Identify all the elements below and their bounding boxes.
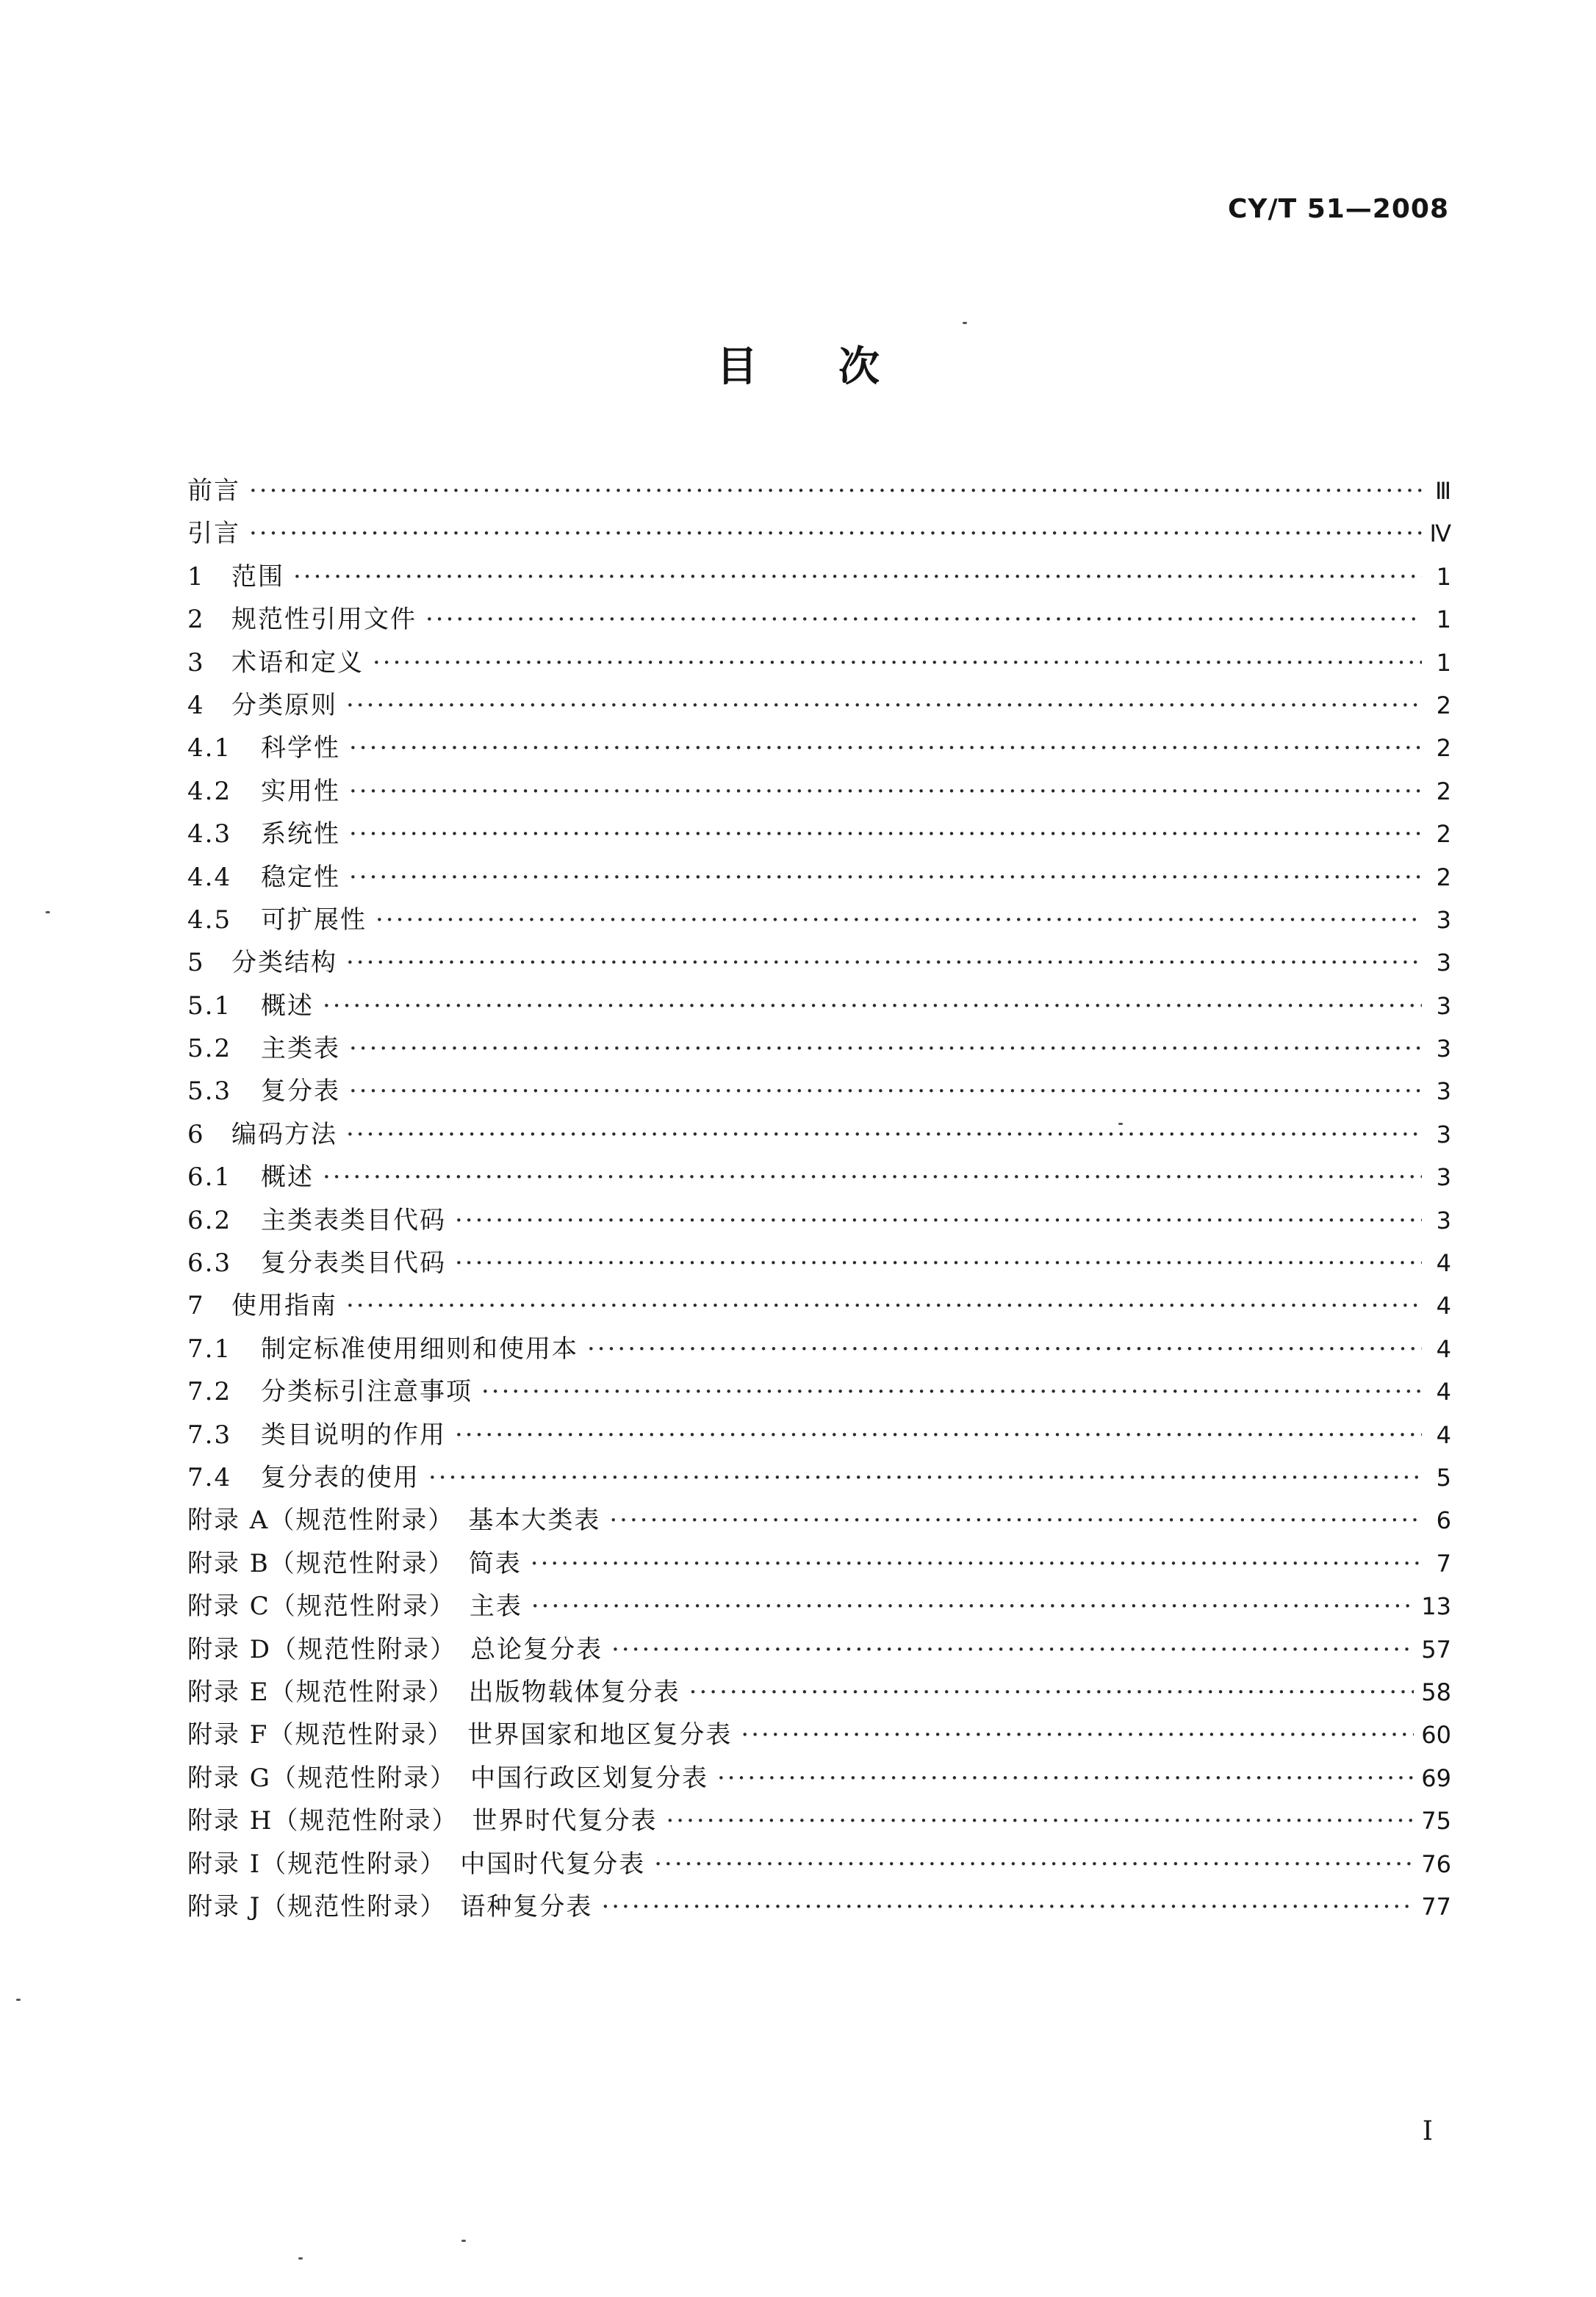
toc-entry[interactable]	[187, 1629, 1451, 1672]
toc-entry[interactable]	[187, 899, 1451, 942]
toc-entry-label: 附录 F（规范性附录） 世界国家和地区复分表	[187, 1720, 733, 1750]
toc-entry-label: 附录 H（规范性附录） 世界时代复分表	[187, 1806, 658, 1836]
toc-entry[interactable]	[187, 1844, 1451, 1886]
toc-entry-label: 复分表类目代码	[261, 1248, 446, 1279]
toc-entry-page: 4	[1436, 1334, 1451, 1363]
toc-entry-label: 引言	[187, 519, 240, 549]
toc-entry-page: 3	[1436, 1206, 1451, 1234]
scan-speck	[46, 911, 50, 913]
toc-entry-page: 2	[1436, 820, 1451, 849]
toc-entry-label: 术语和定义	[231, 647, 364, 677]
toc-entry-number: 4	[187, 690, 205, 720]
toc-dot-leader	[249, 476, 1422, 506]
toc-entry[interactable]	[187, 1886, 1451, 1929]
toc-entry-label: 附录 A（规范性附录） 基本大类表	[187, 1506, 601, 1536]
toc-entry-label: 稳定性	[261, 862, 340, 892]
toc-entry[interactable]	[187, 1714, 1451, 1757]
toc-entry-label: 附录 D（规范性附录） 总论复分表	[187, 1634, 603, 1664]
toc-entry-number: 7	[187, 1291, 205, 1321]
toc-entry-page: 4	[1436, 1292, 1451, 1320]
toc-entry-label: 附录 C（规范性附录） 主表	[187, 1592, 522, 1622]
toc-dot-leader	[531, 1549, 1422, 1578]
toc-entry[interactable]	[187, 1243, 1451, 1285]
toc-entry-page: 2	[1436, 734, 1451, 763]
toc-entry-page: 76	[1421, 1850, 1451, 1878]
toc-entry-number: 7.2	[187, 1377, 232, 1407]
toc-entry[interactable]	[187, 470, 1451, 513]
toc-entry-label: 类目说明的作用	[261, 1420, 446, 1450]
toc-dot-leader	[666, 1806, 1414, 1836]
toc-dot-leader	[293, 562, 1422, 592]
toc-entry-label: 范围	[231, 561, 284, 592]
toc-entry[interactable]	[187, 1758, 1451, 1800]
toc-entry-page: 3	[1436, 949, 1451, 977]
toc-entry[interactable]	[187, 1457, 1451, 1500]
toc-dot-leader	[689, 1678, 1415, 1707]
toc-entry[interactable]	[187, 1800, 1451, 1843]
toc-entry-label: 附录 G（规范性附录） 中国行政区划复分表	[187, 1763, 708, 1793]
toc-entry[interactable]	[187, 1285, 1451, 1328]
toc-entry-label: 附录 I（规范性附录） 中国时代复分表	[187, 1849, 646, 1879]
toc-entry-page: 4	[1436, 1378, 1451, 1406]
toc-dot-leader	[346, 1120, 1422, 1149]
toc-dot-leader	[481, 1377, 1422, 1406]
toc-entry-label: 科学性	[261, 733, 340, 763]
toc-dot-leader	[349, 777, 1422, 806]
toc-dot-leader	[349, 819, 1422, 849]
toc-entry-page: 1	[1436, 648, 1451, 677]
toc-dot-leader	[349, 1034, 1422, 1063]
toc-entry-page: 4	[1436, 1249, 1451, 1278]
toc-entry-label: 使用指南	[231, 1291, 337, 1321]
toc-entry-page: 6	[1436, 1506, 1451, 1535]
toc-dot-leader	[609, 1506, 1422, 1535]
toc-entry[interactable]	[187, 727, 1451, 770]
toc-dot-leader	[373, 648, 1422, 677]
toc-entry-label: 附录 J（规范性附录） 语种复分表	[187, 1891, 593, 1922]
toc-entry[interactable]	[187, 771, 1451, 813]
toc-dot-leader	[717, 1764, 1414, 1793]
toc-entry-page: 77	[1421, 1892, 1451, 1921]
toc-entry-label: 主类表类目代码	[261, 1205, 446, 1235]
toc-entry-label: 附录 B（规范性附录） 简表	[187, 1548, 522, 1578]
toc-entry-label: 概述	[261, 1162, 314, 1193]
toc-entry-number: 4.2	[187, 776, 232, 806]
toc-dot-leader	[455, 1248, 1422, 1278]
toc-entry-label: 实用性	[261, 776, 340, 806]
toc-entry-page: 1	[1436, 605, 1451, 634]
toc-entry-number: 3	[187, 647, 205, 677]
toc-entry-number: 4.3	[187, 819, 232, 849]
toc-entry-label: 分类标引注意事项	[261, 1377, 472, 1407]
scan-speck	[1118, 1123, 1123, 1125]
toc-entry[interactable]	[187, 1028, 1451, 1071]
toc-entry-page: 3	[1436, 1163, 1451, 1192]
toc-entry-page: 3	[1436, 1035, 1451, 1063]
scan-speck	[461, 2240, 466, 2242]
toc-entry-page: 13	[1421, 1592, 1451, 1621]
toc-entry-number: 4.4	[187, 862, 232, 892]
toc-entry-label: 分类原则	[231, 690, 337, 720]
toc-entry-label: 可扩展性	[261, 905, 367, 935]
toc-entry-page: 2	[1436, 691, 1451, 719]
toc-dot-leader	[346, 1291, 1422, 1320]
toc-entry[interactable]	[187, 599, 1451, 641]
toc-entry-label: 规范性引用文件	[231, 605, 417, 635]
toc-entry-label: 附录 E（规范性附录） 出版物载体复分表	[187, 1677, 680, 1707]
toc-entry-number: 6.3	[187, 1248, 232, 1279]
toc-entry[interactable]	[187, 1200, 1451, 1243]
toc-entry[interactable]	[187, 1114, 1451, 1157]
toc-dot-leader	[346, 948, 1422, 977]
toc-entry[interactable]	[187, 1500, 1451, 1542]
toc-entry-page: Ⅳ	[1429, 520, 1451, 548]
toc-dot-leader	[741, 1720, 1414, 1750]
toc-entry-page: 3	[1436, 991, 1451, 1020]
toc-dot-leader	[323, 1162, 1422, 1192]
toc-entry-label: 概述	[261, 991, 314, 1021]
toc-entry-label: 前言	[187, 476, 240, 506]
toc-entry-page: 3	[1436, 1077, 1451, 1106]
standard-code: CY/T 51—2008	[1227, 194, 1449, 224]
toc-entry-number: 5.1	[187, 991, 232, 1021]
toc-entry-number: 5	[187, 948, 205, 978]
toc-entry[interactable]	[187, 1371, 1451, 1414]
toc-entry[interactable]	[187, 556, 1451, 599]
toc-entry-label: 复分表的使用	[261, 1462, 420, 1492]
toc-entry-page: 69	[1421, 1764, 1451, 1792]
toc-dot-leader	[455, 1206, 1422, 1235]
toc-entry-number: 7.4	[187, 1462, 232, 1492]
toc-entry-number: 6.1	[187, 1162, 232, 1193]
toc-dot-leader	[654, 1850, 1414, 1879]
toc-dot-leader	[428, 1463, 1422, 1492]
toc-entry-label: 复分表	[261, 1076, 340, 1107]
toc-dot-leader	[587, 1334, 1422, 1364]
scan-speck	[16, 1999, 21, 2001]
toc-dot-leader	[611, 1635, 1414, 1664]
toc-entry-label: 主类表	[261, 1034, 340, 1064]
scan-speck	[963, 322, 967, 324]
toc-entry[interactable]	[187, 1414, 1451, 1457]
toc-entry-page: 75	[1421, 1807, 1451, 1836]
toc-entry[interactable]	[187, 642, 1451, 685]
toc-dot-leader	[349, 733, 1422, 763]
toc-entry-page: 3	[1436, 905, 1451, 934]
toc-dot-leader	[375, 905, 1422, 935]
toc-entry[interactable]	[187, 1329, 1451, 1371]
toc-entry-label: 系统性	[261, 819, 340, 849]
toc-entry-number: 6.2	[187, 1205, 232, 1235]
toc-entry-page: 60	[1421, 1721, 1451, 1750]
toc-entry-page: 2	[1436, 777, 1451, 805]
toc-entry[interactable]	[187, 513, 1451, 556]
toc-entry-number: 5.3	[187, 1076, 232, 1107]
toc-entry[interactable]	[187, 857, 1451, 899]
toc-entry[interactable]	[187, 685, 1451, 727]
toc-entry[interactable]	[187, 1071, 1451, 1113]
table-of-contents	[187, 470, 1451, 1929]
scan-speck	[298, 2257, 303, 2260]
toc-dot-leader	[323, 991, 1422, 1021]
toc-entry-page: 3	[1436, 1120, 1451, 1148]
toc-entry-number: 4.1	[187, 733, 232, 763]
toc-entry[interactable]	[187, 1586, 1451, 1628]
toc-entry-number: 5.2	[187, 1034, 232, 1064]
toc-dot-leader	[531, 1592, 1414, 1621]
toc-entry[interactable]	[187, 1543, 1451, 1586]
toc-entry[interactable]	[187, 813, 1451, 856]
toc-dot-leader	[601, 1892, 1414, 1922]
toc-entry-label: 制定标准使用细则和使用本	[261, 1334, 578, 1364]
toc-entry-page: 58	[1421, 1678, 1451, 1706]
toc-dot-leader	[425, 605, 1422, 634]
toc-entry-number: 1	[187, 561, 205, 592]
toc-entry-page: 7	[1436, 1549, 1451, 1578]
toc-dot-leader	[349, 1076, 1422, 1106]
toc-entry-label: 分类结构	[231, 948, 337, 978]
toc-entry-number: 7.1	[187, 1334, 232, 1364]
toc-entry-page: 2	[1436, 863, 1451, 891]
toc-entry-number: 6	[187, 1119, 205, 1149]
toc-dot-leader	[455, 1420, 1422, 1450]
toc-dot-leader	[349, 863, 1422, 892]
toc-entry-page: 1	[1436, 562, 1451, 591]
toc-entry-page: 4	[1436, 1420, 1451, 1449]
toc-dot-leader	[346, 691, 1422, 720]
toc-entry-page: 57	[1421, 1635, 1451, 1664]
page-title: 目次	[716, 343, 960, 391]
toc-entry-number: 4.5	[187, 905, 232, 935]
toc-entry-page: 5	[1436, 1463, 1451, 1492]
toc-entry-number: 2	[187, 605, 205, 635]
toc-entry-number: 7.3	[187, 1420, 232, 1450]
toc-entry[interactable]	[187, 942, 1451, 985]
toc-entry[interactable]	[187, 1672, 1451, 1714]
page-number: I	[1422, 2116, 1433, 2146]
toc-entry[interactable]	[187, 1157, 1451, 1199]
toc-entry-label: 编码方法	[231, 1119, 337, 1149]
toc-dot-leader	[249, 519, 1422, 548]
toc-entry[interactable]	[187, 985, 1451, 1028]
toc-entry-page: Ⅲ	[1434, 477, 1451, 505]
